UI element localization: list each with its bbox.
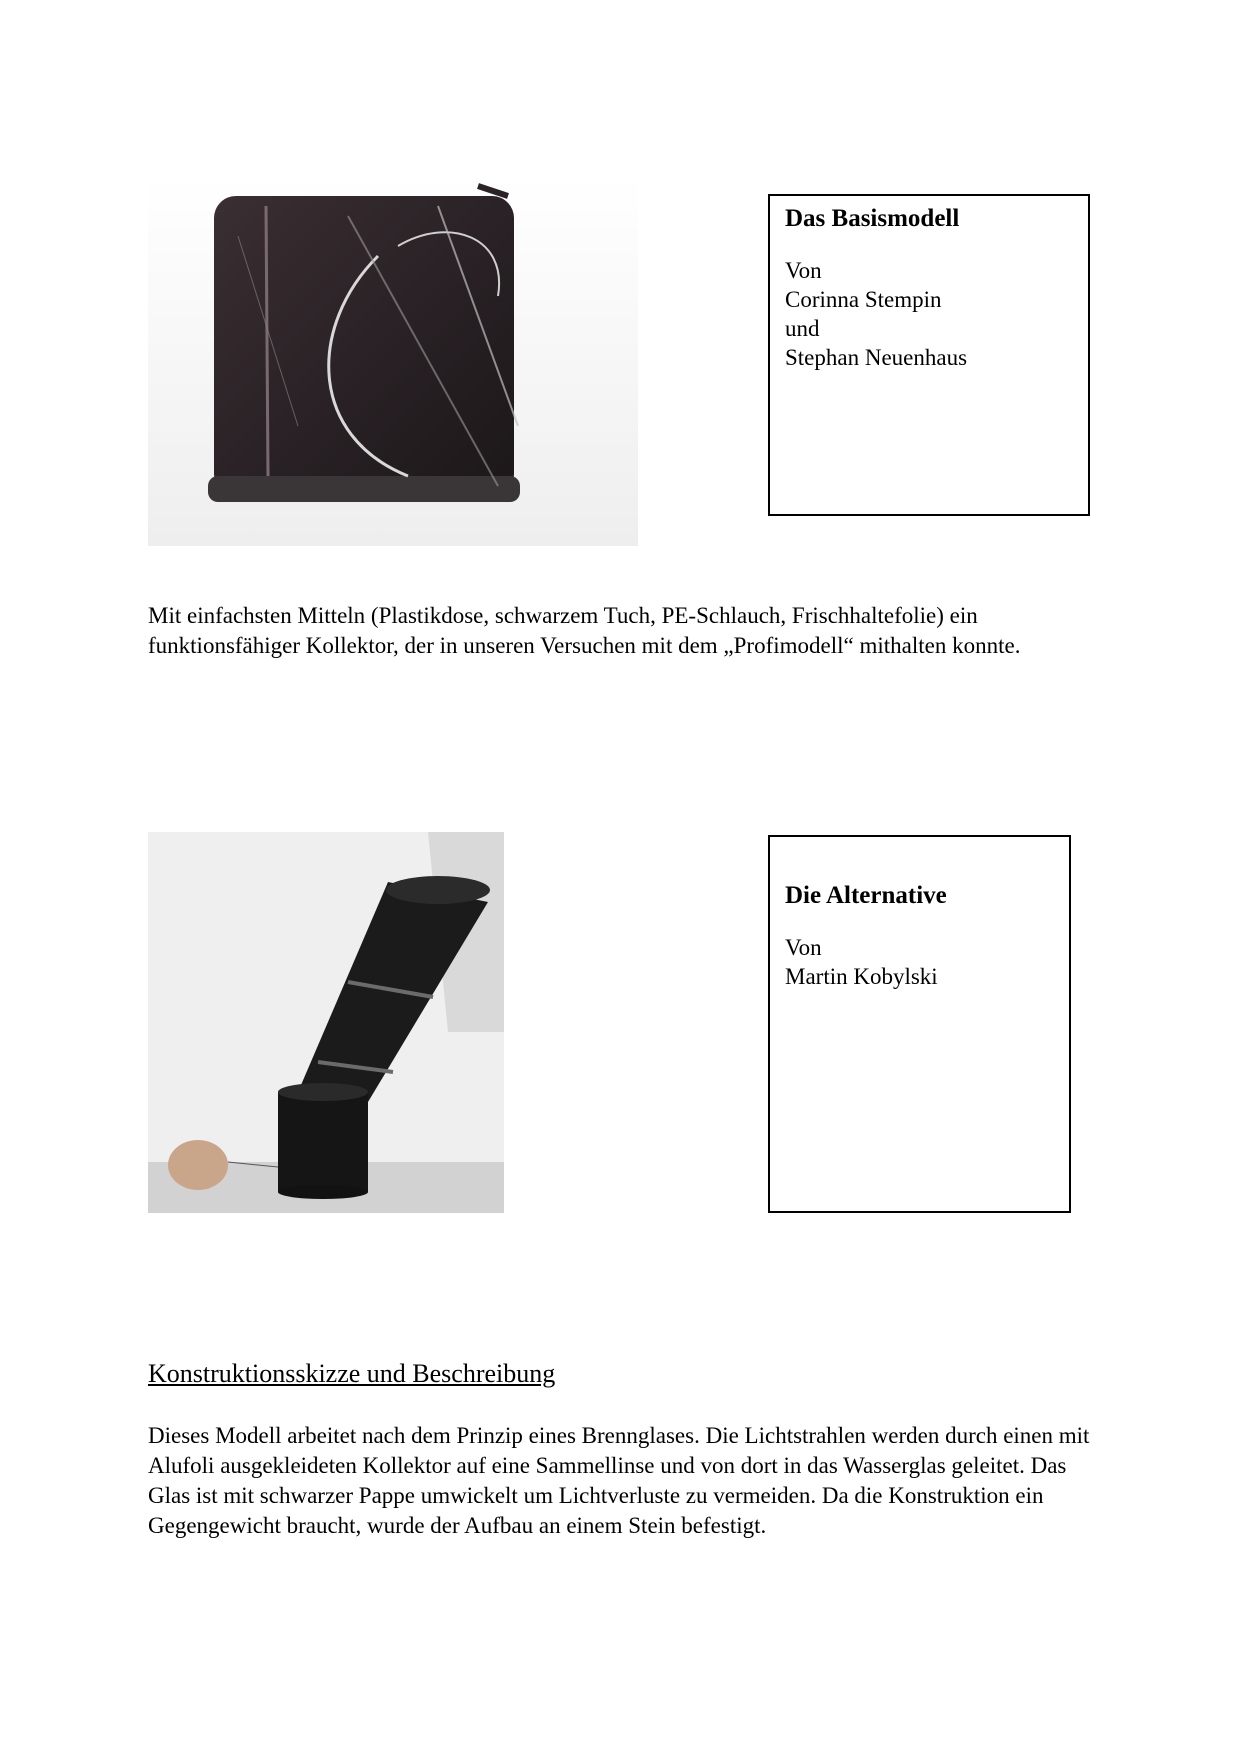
alternative-line: Martin Kobylski xyxy=(785,964,938,989)
alternative-title: Die Alternative xyxy=(785,882,947,909)
basismodell-info-box xyxy=(768,194,1090,516)
basismodell-title: Das Basismodell xyxy=(785,205,960,232)
basismodell-photo xyxy=(148,176,638,546)
section-heading: Konstruktionsskizze und Beschreibung xyxy=(148,1359,556,1388)
basismodell-line: Stephan Neuenhaus xyxy=(785,345,968,370)
basismodell-description: Mit einfachsten Mitteln (Plastikdose, schwarzem Tuch, PE-Schlauch, Frischhaltefolie) ein funktionsfähiger Kollektor, der in unseren Versuchen mit dem „Profimodell“ mithalten konnte. xyxy=(148,603,1021,658)
section-body: Dieses Modell arbeitet nach dem Prinzip eines Brennglases. Die Lichtstrahlen werden durch einen mit Alufoli ausgekleideten Kollektor auf eine Sammellinse und von dort in das Wasserglas geleitet. Das Glas ist mit schwarzer Pappe umwickelt um Lichtverluste zu vermeiden. Da die Konstruktion ein Gegengewicht braucht, wurde der Aufbau an einem Stein befestigt. xyxy=(148,1423,1090,1538)
alternative-line: Von xyxy=(785,935,822,960)
alternative-info-box xyxy=(768,835,1071,1213)
alternative-photo xyxy=(148,832,504,1213)
basismodell-line: Corinna Stempin xyxy=(785,287,942,312)
basismodell-line: und xyxy=(785,316,820,341)
basismodell-line: Von xyxy=(785,258,822,283)
